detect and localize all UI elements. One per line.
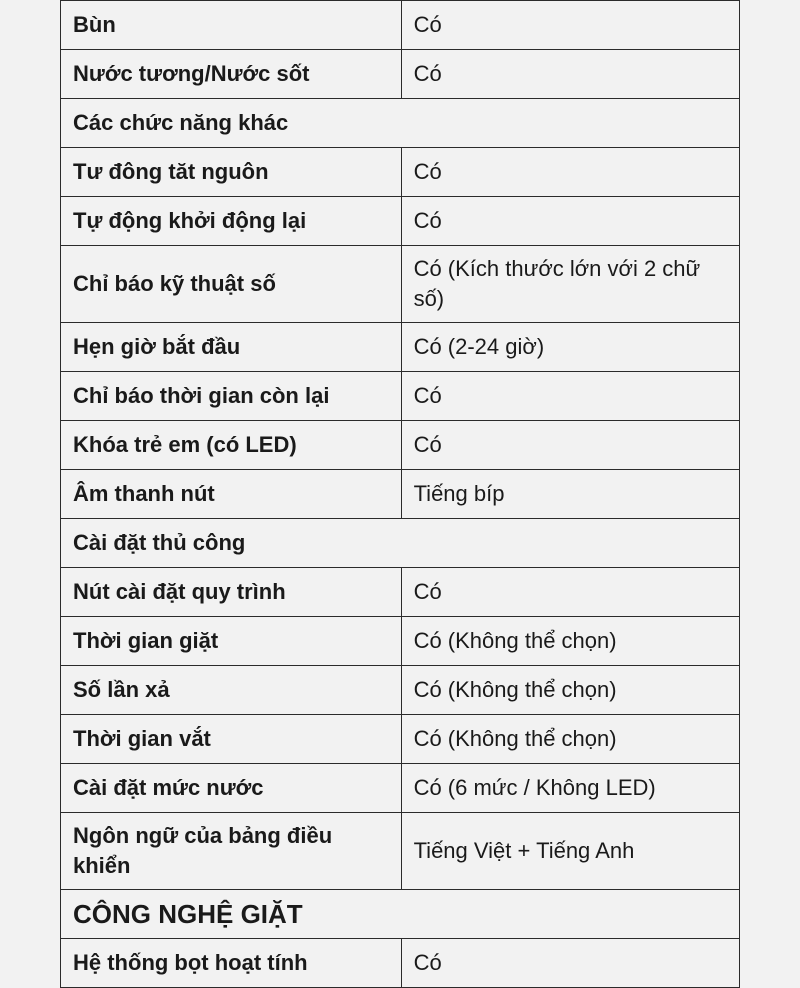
spec-value: Có bbox=[401, 197, 739, 246]
spec-value: Tiếng Việt + Tiếng Anh bbox=[401, 813, 739, 890]
section-row bbox=[61, 99, 740, 148]
spec-value: Có bbox=[401, 568, 739, 617]
spec-value: Có bbox=[401, 939, 739, 988]
major-section-row bbox=[61, 890, 740, 939]
table-row bbox=[61, 50, 740, 99]
table-row bbox=[61, 617, 740, 666]
major-section-heading: CÔNG NGHỆ GIẶT bbox=[61, 890, 740, 939]
spec-label: Nước tương/Nước sốt bbox=[61, 50, 402, 99]
spec-table bbox=[60, 0, 740, 988]
section-heading: Cài đặt thủ công bbox=[61, 519, 740, 568]
spec-label: Âm thanh nút bbox=[61, 470, 402, 519]
spec-label: Hệ thống bọt hoạt tính bbox=[61, 939, 402, 988]
spec-label: Thời gian giặt bbox=[61, 617, 402, 666]
table-row bbox=[61, 323, 740, 372]
spec-label: Cài đặt mức nước bbox=[61, 764, 402, 813]
table-row bbox=[61, 246, 740, 323]
spec-label: Tự động khởi động lại bbox=[61, 197, 402, 246]
spec-value: Có (2-24 giờ) bbox=[401, 323, 739, 372]
spec-label: Ngôn ngữ của bảng điều khiển bbox=[61, 813, 402, 890]
spec-label: Tư đông tăt nguôn bbox=[61, 148, 402, 197]
spec-label: Chỉ báo thời gian còn lại bbox=[61, 372, 402, 421]
table-row bbox=[61, 372, 740, 421]
spec-value: Có bbox=[401, 421, 739, 470]
table-row bbox=[61, 813, 740, 890]
table-row bbox=[61, 764, 740, 813]
table-row bbox=[61, 939, 740, 988]
spec-label: Số lần xả bbox=[61, 666, 402, 715]
spec-label: Khóa trẻ em (có LED) bbox=[61, 421, 402, 470]
spec-label: Chỉ báo kỹ thuật số bbox=[61, 246, 402, 323]
spec-value: Có bbox=[401, 50, 739, 99]
spec-label: Nút cài đặt quy trình bbox=[61, 568, 402, 617]
section-row bbox=[61, 519, 740, 568]
table-row bbox=[61, 197, 740, 246]
table-row bbox=[61, 666, 740, 715]
table-row bbox=[61, 1, 740, 50]
spec-value: Có (Không thể chọn) bbox=[401, 666, 739, 715]
spec-value: Có bbox=[401, 1, 739, 50]
table-row bbox=[61, 470, 740, 519]
table-row bbox=[61, 715, 740, 764]
spec-value: Có (6 mức / Không LED) bbox=[401, 764, 739, 813]
spec-label: Thời gian vắt bbox=[61, 715, 402, 764]
spec-label: Hẹn giờ bắt đầu bbox=[61, 323, 402, 372]
spec-value: Có bbox=[401, 372, 739, 421]
spec-table-body bbox=[61, 1, 740, 988]
spec-value: Có (Không thể chọn) bbox=[401, 715, 739, 764]
spec-value: Có (Không thể chọn) bbox=[401, 617, 739, 666]
spec-value: Có bbox=[401, 148, 739, 197]
spec-value: Tiếng bíp bbox=[401, 470, 739, 519]
spec-label: Bùn bbox=[61, 1, 402, 50]
table-row bbox=[61, 568, 740, 617]
spec-value: Có (Kích thước lớn với 2 chữ số) bbox=[401, 246, 739, 323]
table-row bbox=[61, 148, 740, 197]
table-row bbox=[61, 421, 740, 470]
section-heading: Các chức năng khác bbox=[61, 99, 740, 148]
